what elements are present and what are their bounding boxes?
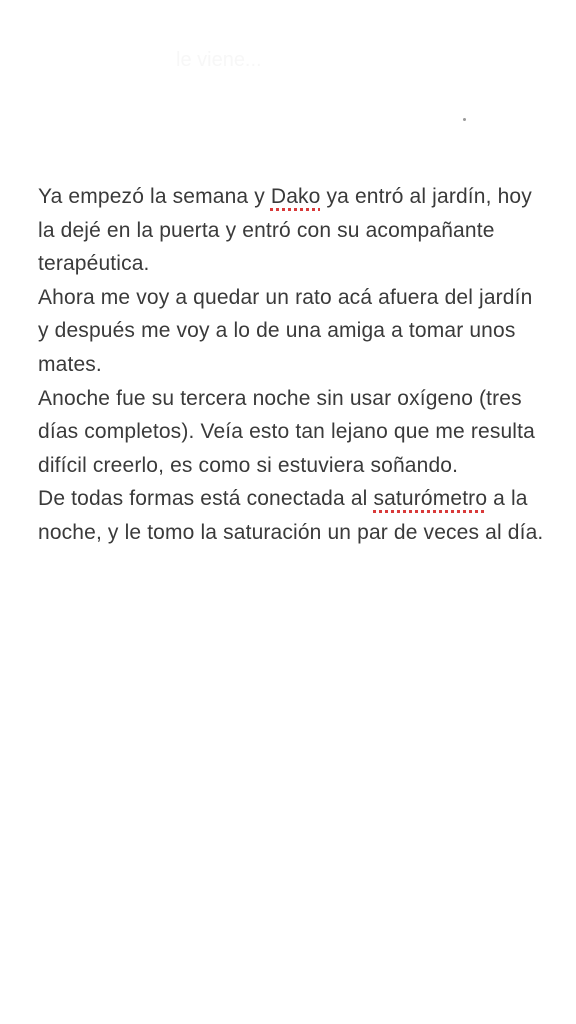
misspelled-word-saturometro[interactable]: saturómetro <box>373 487 488 511</box>
note-text-area[interactable] <box>38 180 544 550</box>
faded-header <box>150 44 450 114</box>
paragraph-1-text-a: Ya empezó la semana y <box>38 185 271 208</box>
paragraph-1-text-b: ya entró al jardín, hoy la dejé en la puerta y entró con su acompañante terapéutica. <box>38 185 532 276</box>
misspelled-word-dako[interactable]: Dako <box>270 185 321 208</box>
paragraph-4-text-b: a la noche, y le tomo la saturación un par de veces al día. <box>38 487 544 544</box>
faded-header-line-2: le viene... <box>176 49 262 71</box>
paragraph-4-text-a: De todas formas está conectada al <box>38 487 374 511</box>
paragraph-3: Anoche fue su tercera noche sin usar oxígeno (tres días completos). Veía esto tan lejano que me resulta difícil creerlo, es como si estuviera soñando. <box>38 386 535 477</box>
paragraph-1 <box>38 180 544 281</box>
paragraph-2: Ahora me voy a quedar un rato acá afuera del jardín y después me voy a lo de una amiga a tomar unos mates. <box>38 285 533 376</box>
faded-dot <box>463 118 466 121</box>
paragraph-4 <box>38 482 544 549</box>
faded-footer-mark <box>196 958 236 974</box>
